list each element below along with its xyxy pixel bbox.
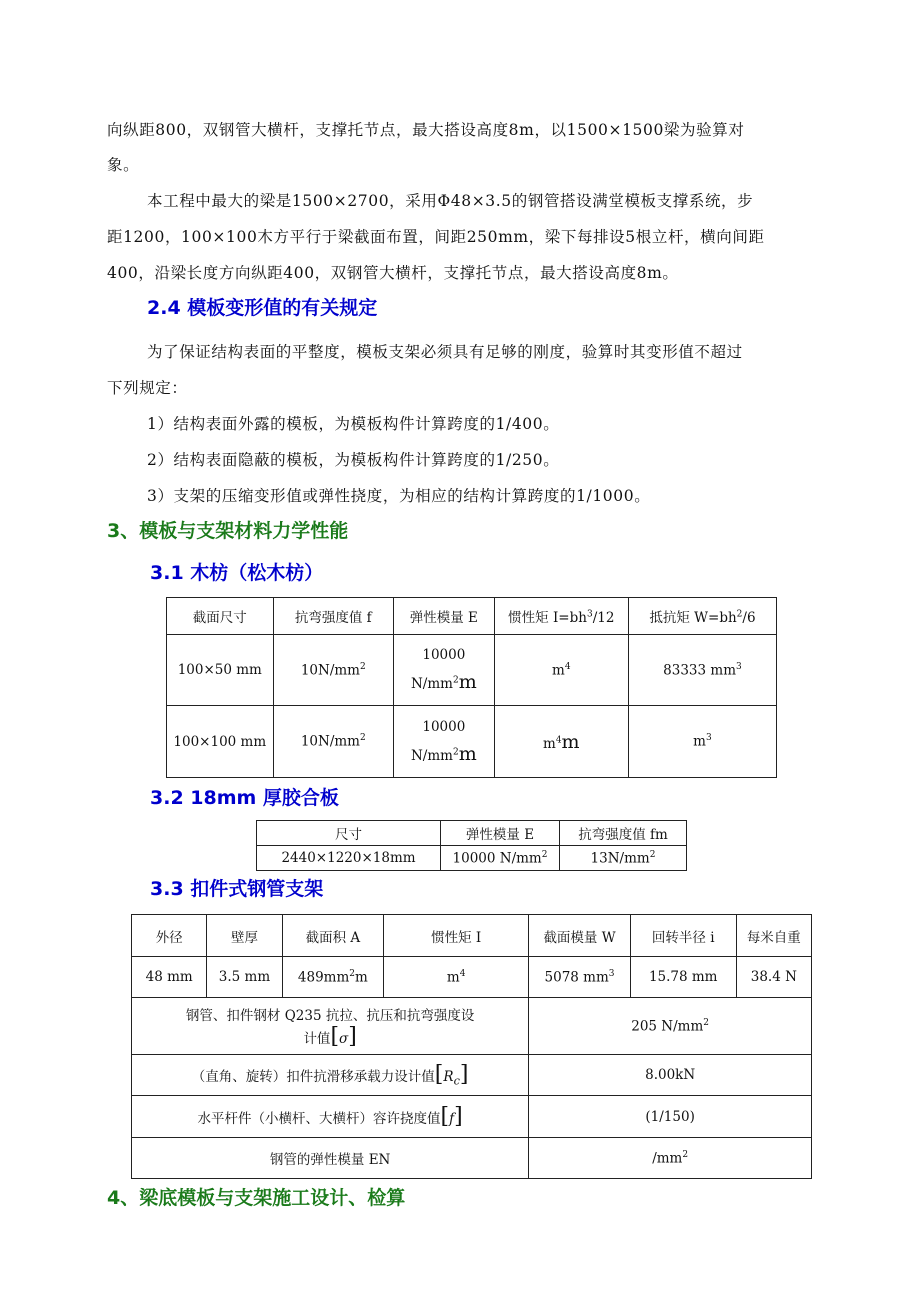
cell: 10000 $N/mm^2$ — [441, 846, 560, 871]
paragraph-line: 象。 — [107, 156, 140, 174]
cell: $13N/mm^2$ — [560, 846, 687, 871]
cell: 钢管的弹性模量 EN — [132, 1138, 529, 1179]
table-row — [132, 1096, 812, 1138]
table-row — [167, 706, 777, 778]
table-header: 截面尺寸 — [167, 598, 274, 635]
cell: 2440×1220×18mm — [257, 846, 441, 871]
cell: $m^3$ — [628, 706, 776, 778]
table-header: 截面积 A — [282, 915, 384, 957]
table-row — [167, 635, 777, 706]
table-header: 每米自重 — [736, 915, 811, 957]
cell: （直角、旋转）扣件抗滑移承载力设计值$[R_c]$ — [132, 1055, 529, 1096]
table-header: 惯性矩 $I=bh^3/12$ — [494, 598, 628, 635]
cell: 48 mm — [132, 957, 207, 998]
cell: 15.78 mm — [630, 957, 736, 998]
table-row — [132, 957, 812, 998]
table-header: 截面模量 W — [529, 915, 631, 957]
table-row — [257, 846, 687, 871]
cell: 10000 $N/mm^2m$ — [394, 635, 495, 706]
cell: 83333 $mm^3$ — [628, 635, 776, 706]
cell: 3.5 mm — [207, 957, 282, 998]
table-header: 外径 — [132, 915, 207, 957]
paragraph-line: 400，沿梁长度方向纵距400，双钢管大横杆，支撑托节点，最大搭设高度8m。 — [107, 264, 679, 282]
paragraph-line: 为了保证结构表面的平整度，模板支架必须具有足够的刚度，验算时其变形值不超过 — [147, 343, 743, 361]
paragraph-line: 下列规定： — [107, 379, 188, 397]
table-header: 回转半径 i — [630, 915, 736, 957]
cell: $m^4$ — [384, 957, 529, 998]
cell: (1/150) — [529, 1096, 812, 1138]
table-header: 抵抗矩 $W=bh^2/6$ — [628, 598, 776, 635]
section-heading-3-3: 3.3 扣件式钢管支架 — [150, 878, 324, 900]
cell: $10N/mm^2$ — [273, 706, 393, 778]
steel-pipe-properties-table — [131, 914, 812, 1179]
cell: 38.4 N — [736, 957, 811, 998]
table-header: 抗弯强度值 f — [273, 598, 393, 635]
table-row — [132, 1055, 812, 1096]
section-heading-4: 4、梁底模板与支架施工设计、检算 — [107, 1187, 406, 1209]
cell: 100×50 mm — [167, 635, 274, 706]
table-header: 弹性模量 E — [441, 821, 560, 846]
cell: $489mm^2m$ — [282, 957, 384, 998]
timber-properties-table — [166, 597, 777, 778]
section-heading-3-1: 3.1 木枋（松木枋） — [150, 562, 324, 584]
table-header: 抗弯强度值 fm — [560, 821, 687, 846]
table-header: 弹性模量 E — [394, 598, 495, 635]
rule-item-3: 3）支架的压缩变形值或弹性挠度，为相应的结构计算跨度的1/1000。 — [147, 487, 651, 505]
section-heading-3-2: 3.2 18mm 厚胶合板 — [150, 787, 339, 809]
table-row — [132, 1138, 812, 1179]
cell: 5078 $mm^3$ — [529, 957, 631, 998]
cell: 8.00kN — [529, 1055, 812, 1096]
table-header: 壁厚 — [207, 915, 282, 957]
table-header: 尺寸 — [257, 821, 441, 846]
cell: 钢管、扣件钢材 Q235 抗拉、抗压和抗弯强度设 计值[σ] — [132, 998, 529, 1055]
cell: $m^4$ — [494, 635, 628, 706]
rule-item-1: 1）结构表面外露的模板，为模板构件计算跨度的1/400。 — [147, 415, 560, 433]
cell: 10000 $N/mm^2m$ — [394, 706, 495, 778]
cell: $m^4m$ — [494, 706, 628, 778]
section-heading-2-4: 2.4 模板变形值的有关规定 — [147, 297, 378, 319]
table-row — [132, 998, 812, 1055]
cell: 水平杆件（小横杆、大横杆）容许挠度值[f] — [132, 1096, 529, 1138]
cell: $/mm^2$ — [529, 1138, 812, 1179]
paragraph-line: 向纵距800，双钢管大横杆，支撑托节点，最大搭设高度8m，以1500×1500梁为验算对 — [107, 121, 745, 139]
section-heading-3: 3、模板与支架材料力学性能 — [107, 520, 349, 542]
table-header: 惯性矩 I — [384, 915, 529, 957]
plywood-properties-table — [256, 820, 687, 871]
cell: 100×100 mm — [167, 706, 274, 778]
paragraph-line: 距1200，100×100木方平行于梁截面布置，间距250mm，梁下每排设5根立杆，横向间距 — [107, 228, 765, 246]
cell: 205 $N/mm^2$ — [529, 998, 812, 1055]
cell: $10N/mm^2$ — [273, 635, 393, 706]
rule-item-2: 2）结构表面隐蔽的模板，为模板构件计算跨度的1/250。 — [147, 451, 560, 469]
paragraph-line: 本工程中最大的梁是1500×2700，采用Φ48×3.5的钢管搭设满堂模板支撑系统，步 — [147, 192, 754, 210]
